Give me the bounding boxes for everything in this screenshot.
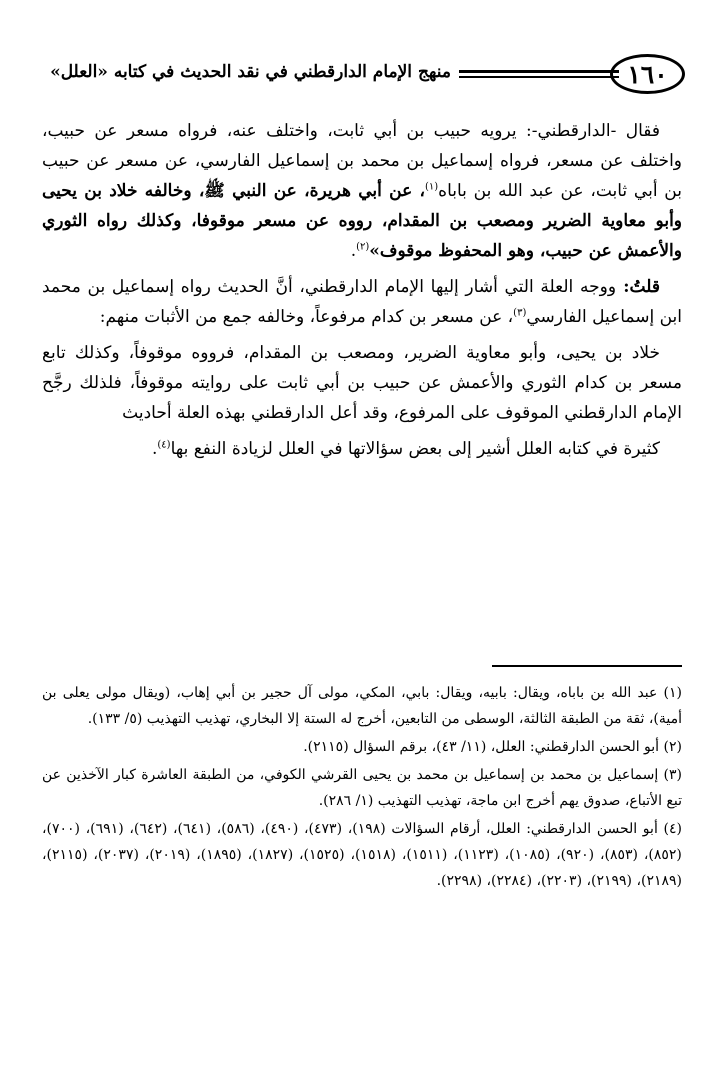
footnote-1 [42, 680, 682, 732]
p1-end: . [350, 241, 357, 261]
p2-text: ووجه العلة التي أشار إليها الإمام الدارقطني، أنَّ الحديث رواه إسماعيل بن محمد ابن إسماعيل الفارسي [42, 277, 682, 327]
footnote-4 [42, 816, 682, 894]
footnote-text: عبد الله بن باباه، ويقال: بابيه، ويقال: بابي، المكي، مولى آل حجير بن أبي إهاب، (ويقال مولى يعلى بن أمية)، ثقة من الطبقة الثالثة، الوسطى من التابعين، أخرج له الستة إلا البخاري، تهذيب التهذيب (٥/ ١٣٣). [42, 685, 682, 727]
paragraph-1 [42, 116, 682, 266]
footnote-3 [42, 762, 682, 814]
main-text [42, 116, 682, 464]
footnote-number: (٣) [663, 767, 682, 783]
footnote-ref-2[interactable]: (٢) [356, 241, 370, 253]
p2-lead: قلتُ: [616, 277, 660, 297]
p4-text: كثيرة في كتابه العلل أشير إلى بعض سؤالاتها في العلل لزيادة النفع بها [170, 439, 660, 459]
footnotes [42, 680, 682, 896]
footnote-ref-3[interactable]: (٣) [513, 307, 527, 319]
header-rule-thin [459, 76, 619, 78]
page-header [50, 50, 685, 100]
footnote-text: إسماعيل بن محمد بن إسماعيل بن محمد بن يحيى القرشي الكوفي، من الطبقة العاشرة كبار الآخذين عن تبع الأتباع، صدوق يهم أخرج ابن ماجة، تهذيب التهذيب (١/ ٢٨٦). [42, 767, 682, 809]
paragraph-2 [42, 272, 682, 332]
paragraph-3 [42, 338, 682, 428]
p2-end: ، عن مسعر بن كدام مرفوعاً، وخالفه جمع من الأثبات منهم: [99, 307, 514, 327]
footnote-2 [42, 734, 682, 760]
footnote-number: (١) [663, 685, 682, 701]
footnote-ref-4[interactable]: (٤) [157, 439, 171, 451]
p3-text: خلاد بن يحيى، وأبو معاوية الضرير، ومصعب بن المقدام، فرووه موقوفاً، وكذلك تابع مسعر بن كدام الثوري والأعمش عن حبيب بن أبي ثابت على روايته موقوفاً، فلذلك رجَّح الإمام الدارقطني الموقوف على المرفوع، وقد أعل الدارقطني بهذه العلة أحاديث [42, 343, 682, 423]
footnote-text: أبو الحسن الدارقطني: العلل، (١١/ ٤٣)، برقم السؤال (٢١١٥). [303, 739, 660, 755]
footnote-text: أبو الحسن الدارقطني: العلل، أرقام السؤالات (١٩٨)، (٤٧٣)، (٤٩٠)، (٥٨٦)، (٦٤١)، (٦٤٢)، (٦٩١)، (٧٠٠)، (٨٥٢)، (٨٥٣)، (٩٢٠)، (١٠٨٥)، (١١٢٣)، (١٥١١)، (١٥١٨)، (١٥٢٥)، (١٨٢٧)، (١٨٩٥)، (٢٠١٩)، (٢٠٣٧)، (٢١١٥)، (٢١٨٩)، (٢١٩٩)، (٢٢٠٣)، (٢٢٨٤)، (٢٢٩٨). [42, 821, 682, 889]
p1-lead: فقال -الدارقطني-: يرويه حبيب بن أبي ثابت، واختلف عنه، فرواه مسعر عن حبيب، واختلف عن مسعر، فرواه إسماعيل بن محمد بن إسماعيل الفارسي، عن مسعر عن حبيب بن أبي ثابت، عن عبد الله بن باباه [42, 121, 682, 201]
p4-end: . [151, 439, 158, 459]
running-title: منهج الإمام الدارقطني في نقد الحديث في كتابه «العلل» [50, 62, 451, 82]
page-number: ١٦٠ [610, 54, 685, 94]
footnote-number: (٤) [663, 821, 682, 837]
p1-mid: ، عن أبي هريرة، عن النبي ﷺ، وخالفه خلاد بن يحيى وأبو معاوية الضرير ومصعب بن المقدام، رووه عن مسعر موقوفا، وكذلك رواه الثوري والأعمش عن حبيب، وهو المحفوظ موقوف» [42, 181, 682, 261]
footnote-ref-1[interactable]: (١) [424, 181, 439, 193]
footnote-separator [492, 665, 682, 667]
header-rule-thick [459, 70, 619, 73]
footnote-number: (٢) [663, 739, 682, 755]
paragraph-4 [42, 434, 682, 464]
